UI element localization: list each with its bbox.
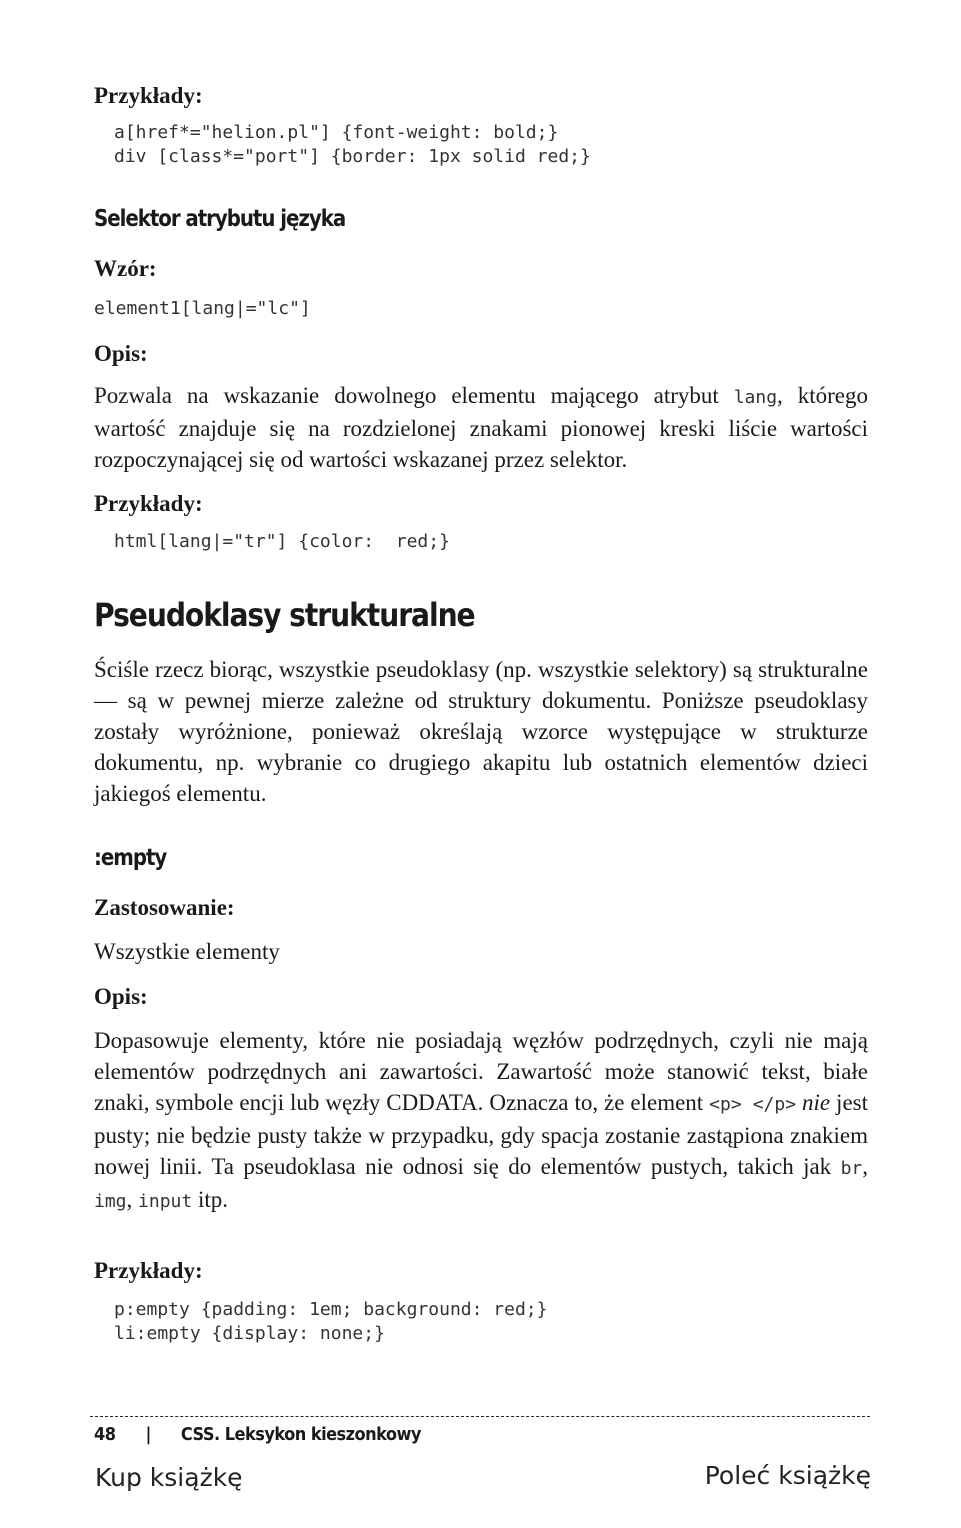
page-footer <box>94 1424 421 1445</box>
buy-book-link[interactable]: Kup książkę <box>95 1463 243 1492</box>
code-block <box>114 1298 547 1346</box>
applies-label: Zastosowanie: <box>94 895 235 920</box>
inline-code: lang <box>733 387 778 408</box>
chapter-heading: Pseudoklasy strukturalne <box>94 596 475 634</box>
description-text: , którego wartość znajduje się na rozdzielonej znakami pionowej kreski liście wartości rozpoczynającej się od wartości wskazanej przez selektor. <box>94 383 868 472</box>
footer-separator: | <box>145 1424 151 1445</box>
emphasis: nie <box>802 1090 831 1115</box>
pattern-label: Wzór: <box>94 256 157 281</box>
section-heading: :empty <box>94 845 167 871</box>
separator: , <box>862 1154 868 1179</box>
inline-code: img <box>94 1191 127 1212</box>
example-code: html[lang|="tr"] {color: red;} <box>114 531 450 552</box>
examples-label: Przykłady: <box>94 83 203 108</box>
description-paragraph <box>94 1025 868 1217</box>
description-label: Opis: <box>94 984 148 1009</box>
code-line: li:empty {display: none;} <box>114 1323 385 1344</box>
pattern-code: element1[lang|="lc"] <box>94 298 311 319</box>
description-label: Opis: <box>94 341 148 366</box>
examples-label: Przykłady: <box>94 491 203 516</box>
recommend-book-link[interactable]: Poleć książkę <box>704 1461 871 1490</box>
inline-code: br <box>840 1158 863 1179</box>
applies-value: Wszystkie elementy <box>94 939 280 964</box>
examples-label: Przykłady: <box>94 1258 203 1283</box>
description-paragraph <box>94 380 868 475</box>
inline-code: <p> </p> <box>709 1094 797 1115</box>
code-block <box>114 121 591 169</box>
description-text: Pozwala na wskazanie dowolnego elementu mającego atrybut <box>94 383 734 408</box>
description-text: itp. <box>192 1187 228 1212</box>
code-line: p:empty {padding: 1em; background: red;} <box>114 1299 548 1320</box>
code-line: div [class*="port"] {border: 1px solid red;} <box>114 146 591 167</box>
intro-paragraph: Ściśle rzecz biorąc, wszystkie pseudoklasy (np. wszystkie selektory) są strukturalne — są w pewnej mierze zależne od struktury dokumentu. Poniższe pseudoklasy zostały wyróżnione, ponieważ określają wzorce występujące w strukturze dokumentu, np. wybranie co drugiego akapitu lub ostatnich elementów dzieci jakiegoś elementu. <box>94 657 868 806</box>
footer-divider <box>90 1416 870 1417</box>
separator: , <box>126 1187 139 1212</box>
inline-code: input <box>138 1191 193 1212</box>
page-number: 48 <box>94 1424 116 1445</box>
code-line: a[href*="helion.pl"] {font-weight: bold;} <box>114 122 559 143</box>
description-text: Dopasowuje elementy, które nie posiadają węzłów podrzędnych, czyli nie mają elementów podrzędnych ani zawartości. Zawartość może stanowić tekst, białe znaki, symbole encji lub węzły CDDATA. Oznacza to, że element <box>94 1028 868 1115</box>
section-heading: Selektor atrybutu języka <box>94 206 346 232</box>
description-text: jest pusty; nie będzie pusty także w przypadku, gdy spacja zostanie zastąpiona znakiem nowej linii. Ta pseudoklasa nie odnosi się do elementów pustych, takich jak <box>94 1090 868 1179</box>
book-title: CSS. Leksykon kieszonkowy <box>180 1424 421 1445</box>
